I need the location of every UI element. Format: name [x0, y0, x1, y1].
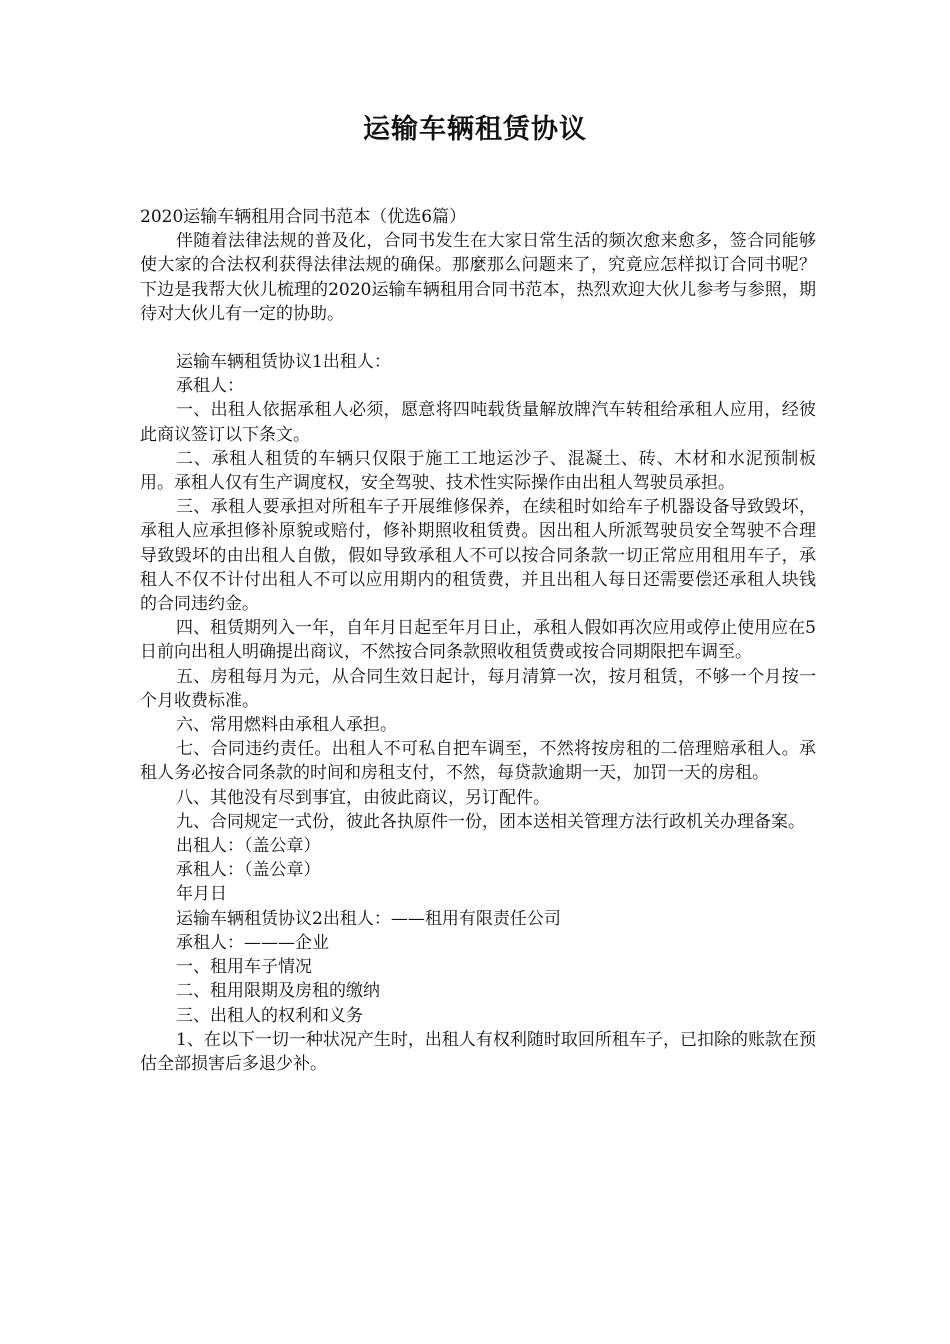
agreement1-lessor-signature: 出租人：（盖公章）: [176, 836, 321, 857]
agreement1-clause: 六、常用燃料由承租人承担。: [176, 715, 397, 736]
agreement1-clause: 四、租赁期列入一年，自年月日起至年月日止，承租人假如再次应用或停止使用应在5日前向出租人明确提出商议，不然按合同条款照收租赁费或按合同期限把车调至。: [140, 618, 816, 663]
agreement1-date: 年月日: [176, 884, 227, 905]
document-title: 运输车辆租赁协议: [363, 114, 587, 145]
document-body: [140, 205, 816, 1076]
agreement2-item: 1、在以下一切一种状况产生时，出租人有权利随时取回所租车子，已扣除的账款在预估全部损害后多退少补。: [140, 1029, 816, 1074]
agreement2-item: 二、租用限期及房租的缴纳: [176, 981, 380, 1002]
agreement1-heading: 运输车辆租赁协议1出租人：: [176, 352, 391, 373]
intro-paragraph: 伴随着法律法规的普及化，合同书发生在大家日常生活的频次愈来愈多，签合同能够使大家的合法权利获得法律法规的确保。那麼那么问题来了，究竟应怎样拟订合同书呢？下边是我帮大伙儿梳理的2020运输车辆租用合同书范本，热烈欢迎大伙儿参考与参照，期待对大伙儿有一定的协助。: [140, 231, 816, 324]
agreement1-lessee-signature: 承租人：（盖公章）: [176, 860, 321, 881]
agreement1-clause: 九、合同规定一式份，彼此各执原件一份，团本送相关管理方法行政机关办理备案。: [176, 811, 805, 832]
agreement1-clause: 二、承租人租赁的车辆只仅限于施工工地运沙子、混凝土、砖、木材和水泥预制板用。承租人仅有生产调度权，安全驾驶、技术性实际操作由出租人驾驶员承担。: [140, 448, 816, 494]
agreement2-item: 三、出租人的权利和义务: [176, 1005, 363, 1026]
agreement1-clause: 一、出租人依据承租人必须，愿意将四吨载货量解放牌汽车转租给承租人应用，经彼此商议签订以下条文。: [140, 400, 816, 445]
agreement1-clause: 七、合同违约责任。出租人不可私自把车调至，不然将按房租的二倍理赔承租人。承租人务必按合同条款的时间和房租支付，不然，每贷款逾期一天，加罚一天的房租。: [140, 739, 816, 784]
agreement1-clause: 五、房租每月为元，从合同生效日起计，每月清算一次，按月租赁，不够一个月按一个月收费标准。: [140, 666, 816, 711]
agreement2-item: 一、租用车子情况: [176, 957, 312, 978]
agreement2-lessee: 承租人：———企业: [176, 932, 329, 953]
paragraph-spacer: [140, 326, 816, 350]
document-subtitle: 2020运输车辆租用合同书范本（优选6篇）: [140, 207, 467, 227]
agreement1-clause: 八、其他没有尽到事宜，由彼此商议，另订配件。: [176, 787, 550, 808]
agreement2-heading: 运输车辆租赁协议2出租人：——租用有限责任公司: [176, 908, 561, 929]
agreement1-clause: 三、承租人要承担对所租车子开展维修保养，在续租时如给车子机器设备导致毁坏，承租人应承担修补原貌或赔付，修补期照收租赁费。因出租人所派驾驶员安全驾驶不合理导致毁坏的由出租人自傲，假如导致承租人不可以按合同条款一切正常应用租用车子，承租人不仅不计付出租人不可以应用期内的租赁费，并且出租人每日还需要偿还承租人块钱的合同违约金。: [140, 497, 816, 615]
agreement1-lessee: 承租人：: [176, 376, 244, 397]
